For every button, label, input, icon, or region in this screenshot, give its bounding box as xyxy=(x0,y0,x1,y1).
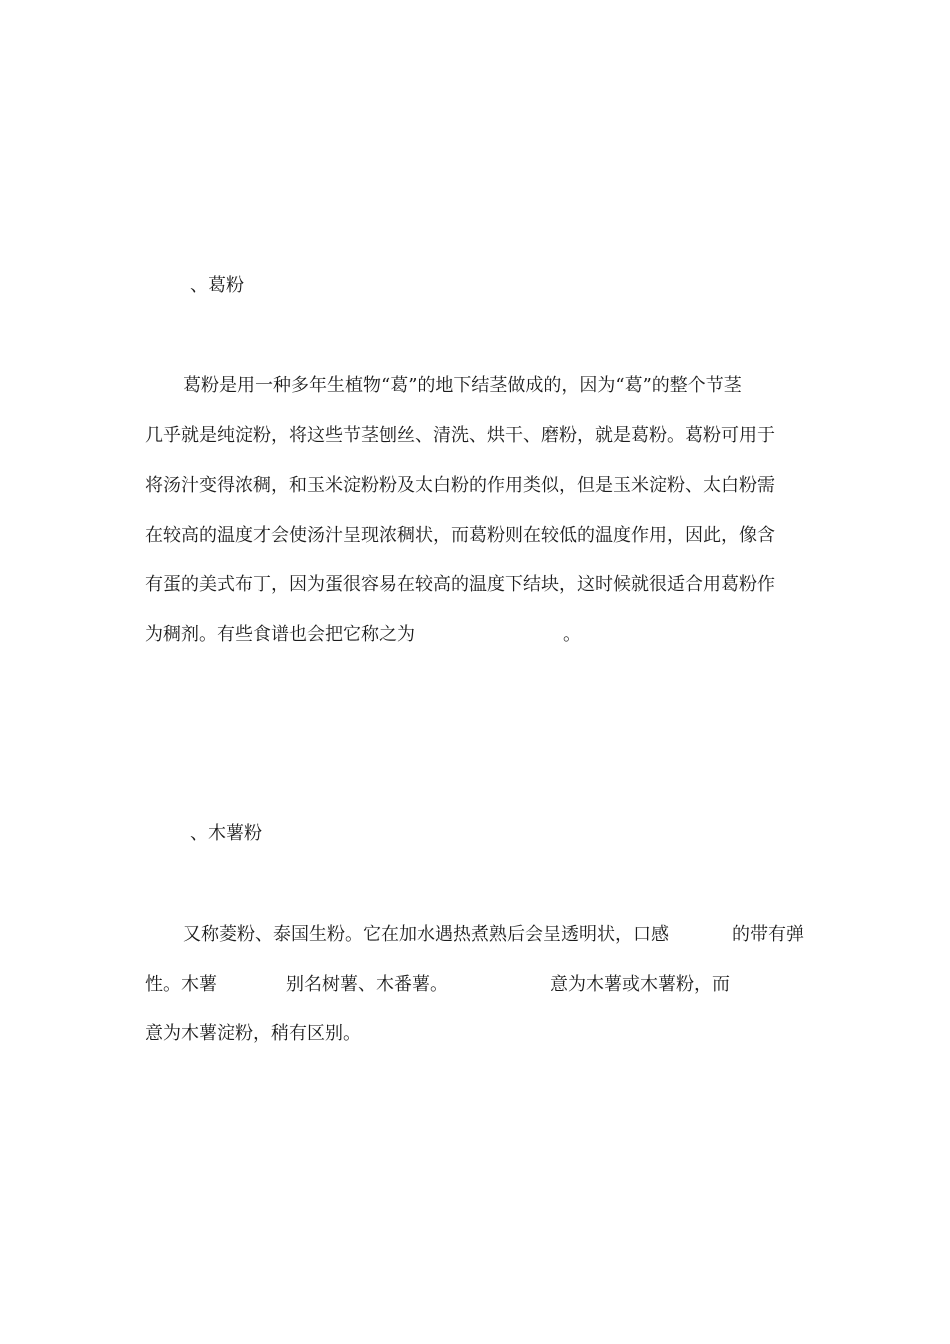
line-text: 性。木薯 xyxy=(145,974,217,995)
paragraph-line: 有蛋的美式布丁，因为蛋很容易在较高的温度下结块，这时候就很适合用葛粉作 xyxy=(145,574,775,595)
paragraph-line: 将汤汁变得浓稠，和玉米淀粉粉及太白粉的作用类似，但是玉米淀粉、太白粉需 xyxy=(145,475,775,496)
paragraph-line: 意为木薯淀粉，稍有区别。 xyxy=(145,1023,361,1044)
line-text: 意为木薯或木薯粉，而 xyxy=(550,974,730,995)
paragraph-line: 葛粉是用一种多年生植物“葛”的地下结茎做成的，因为“葛”的整个节茎 xyxy=(183,375,742,396)
section-heading-tapioca: 、木薯粉 xyxy=(190,823,262,844)
line-text: 为稠剂。有些食谱也会把它称之为 xyxy=(145,624,415,645)
paragraph-line-last xyxy=(145,622,825,648)
paragraph-line xyxy=(145,972,825,998)
line-text: 别名树薯、木番薯。 xyxy=(286,974,448,995)
paragraph-line: 在较高的温度才会使汤汁呈现浓稠状，而葛粉则在较低的温度作用，因此，像含 xyxy=(145,525,775,546)
line-text: 又称菱粉、泰国生粉。它在加水遇热煮熟后会呈透明状，口感 xyxy=(183,924,669,945)
paragraph-line xyxy=(145,922,825,948)
paragraph-line: 几乎就是纯淀粉，将这些节茎刨丝、清洗、烘干、磨粉，就是葛粉。葛粉可用于 xyxy=(145,425,775,446)
line-end-punctuation: 。 xyxy=(563,624,581,645)
section-heading-arrowroot: 、葛粉 xyxy=(190,275,244,296)
line-text: 的带有弹 xyxy=(732,924,804,945)
